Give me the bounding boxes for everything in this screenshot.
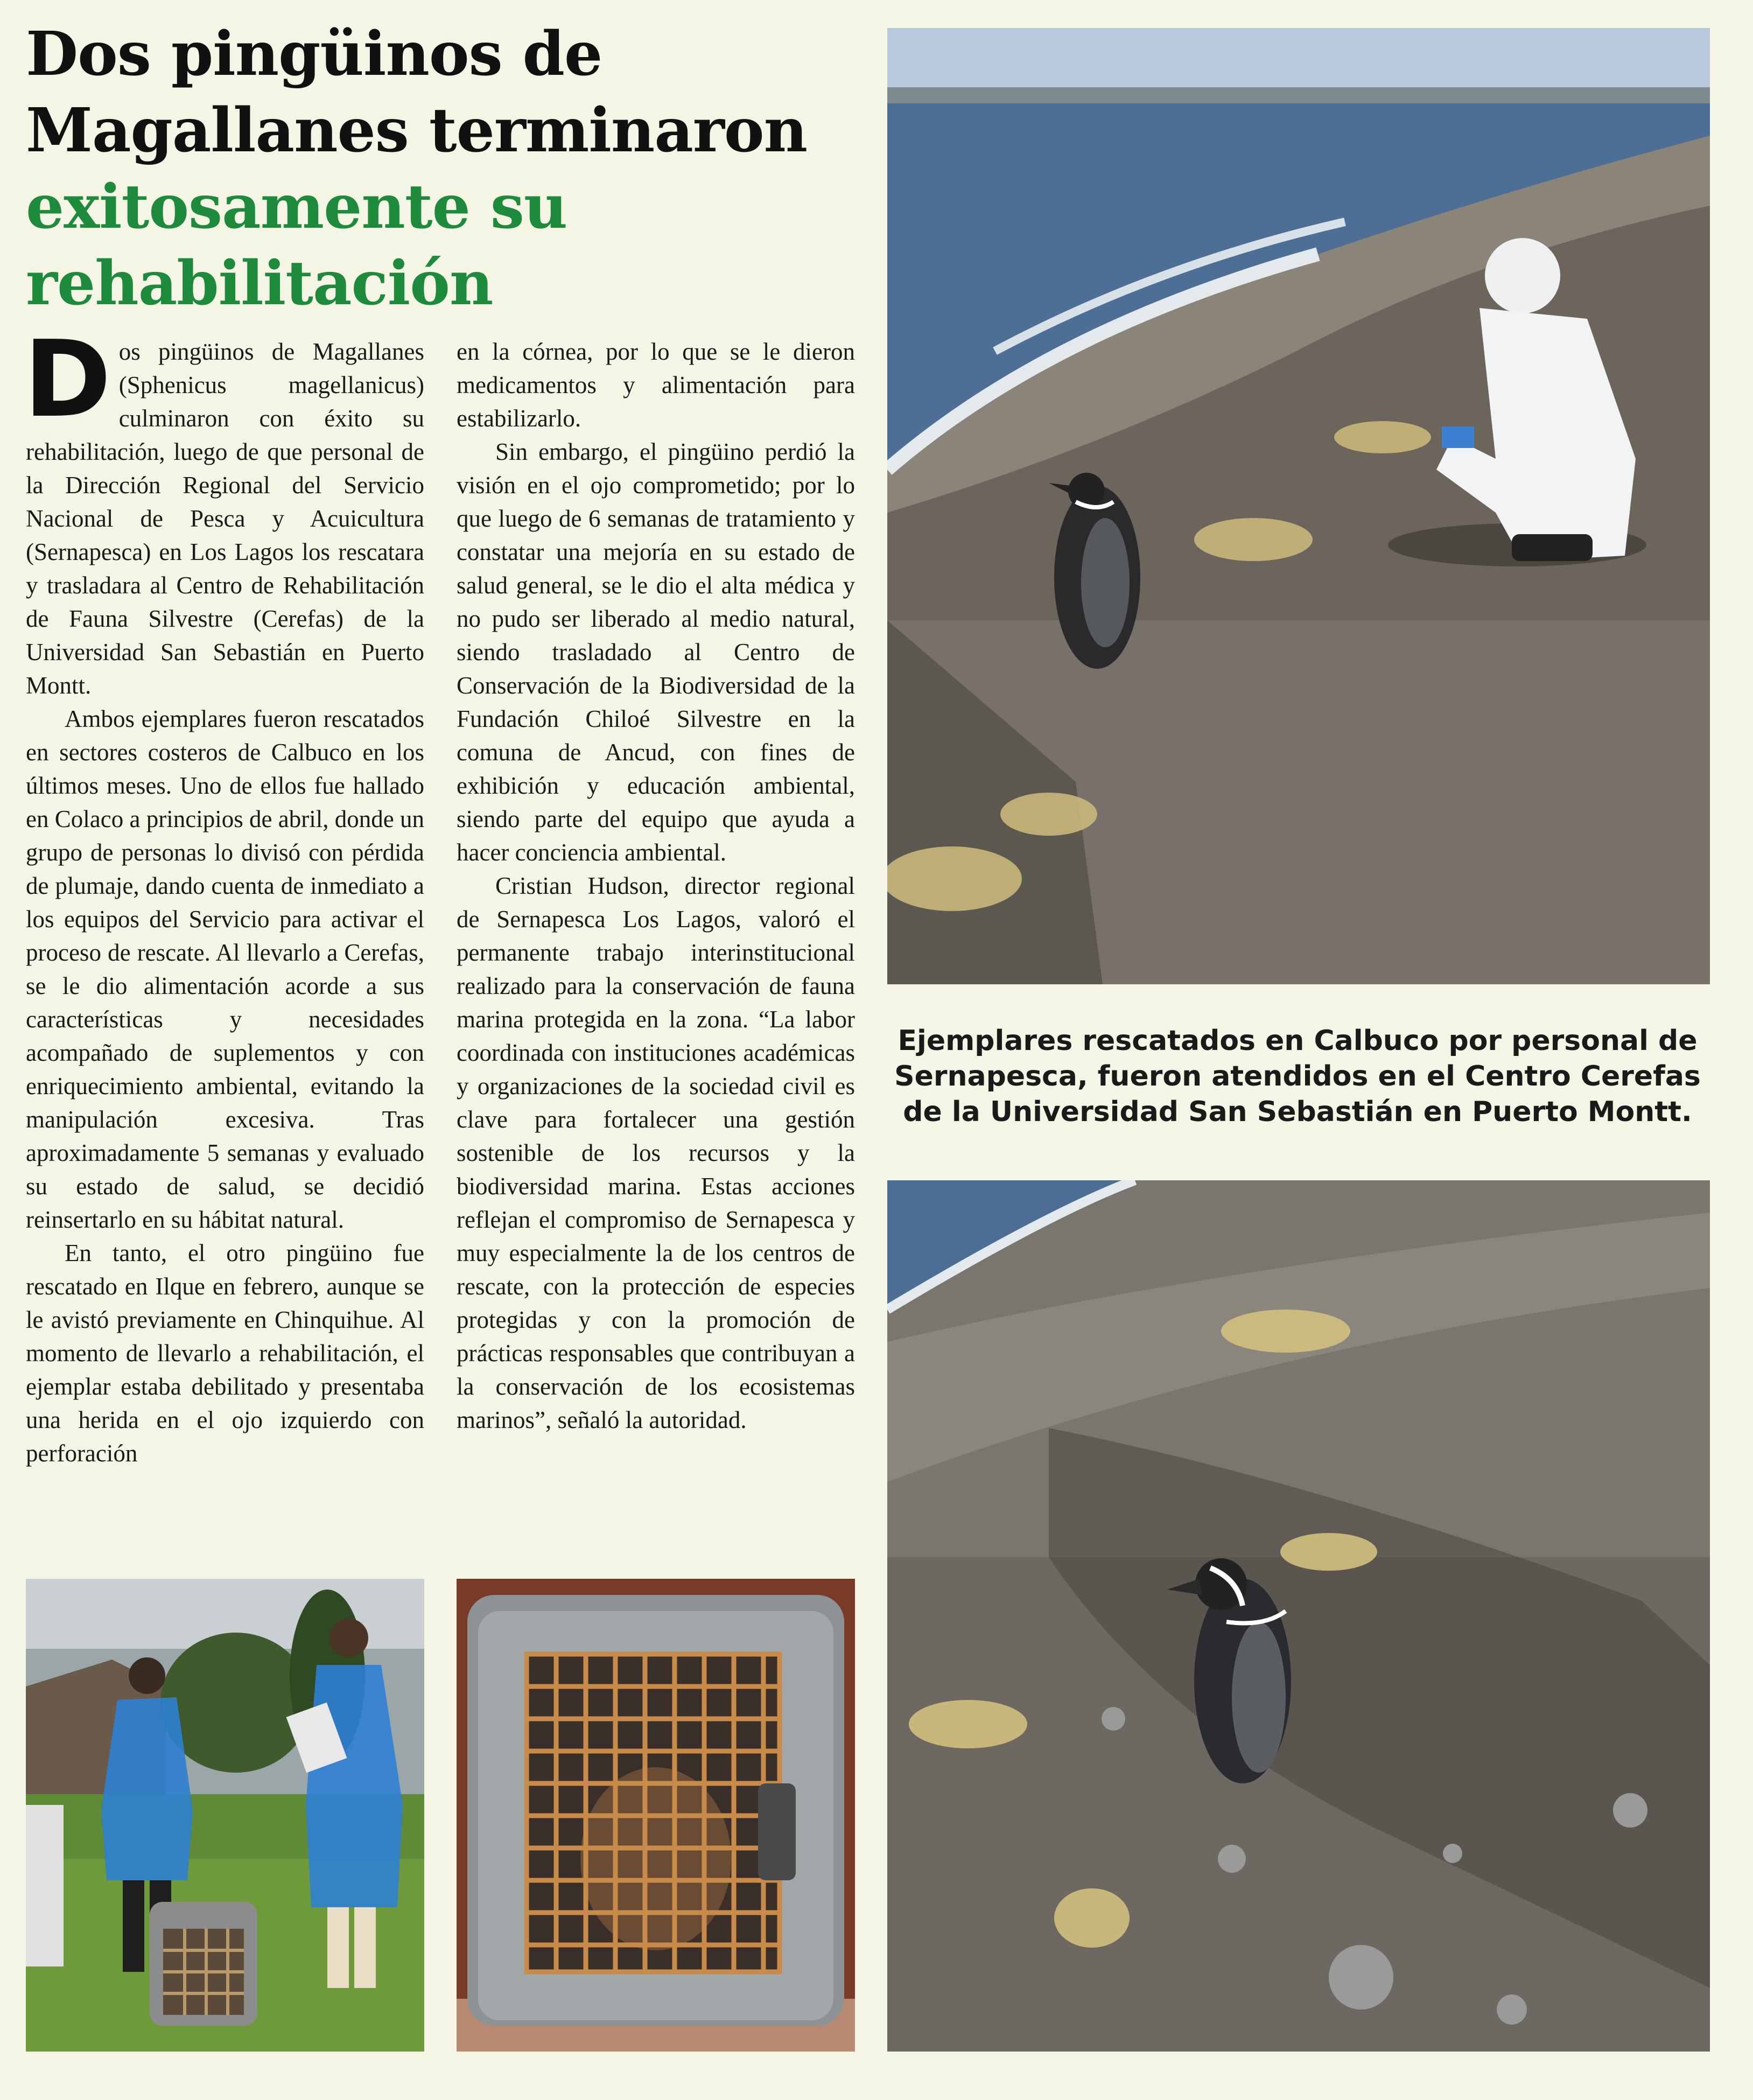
headline-line-2: Magallanes terminaron [26, 95, 808, 166]
photo-caption: Ejemplares rescatados en Calbuco por personal de Sernapesca, fueron atendidos en el Centro Cerefas de la Universidad San Sebastián en Puerto Montt. [894, 1025, 1701, 1128]
photo-carrier-closeup [457, 1579, 855, 2052]
article-column-1 [24, 318, 424, 1470]
headline-line-3: exitosamente su [26, 172, 567, 242]
penguin-on-sand-image [887, 1180, 1710, 2052]
paragraph-1 [24, 318, 424, 702]
paragraph-3: En tanto, el otro pingüino fue rescatado en Ilque en febrero, aunque se le avistó previamente en Chinquihue. Al momento de llevarlo a rehabilitación, el ejemplar estaba debilitado y presentaba una herida en el ojo izquierdo con perforación [26, 1240, 424, 1467]
drop-cap: D [24, 318, 111, 441]
paragraph-5: Cristian Hudson, director regional de Sernapesca Los Lagos, valoró el permanente trabajo interinstitucional realizado para la conservación de fauna marina protegida en la zona. “La labor coordinada con instituciones académicas y organizaciones de la sociedad civil es clave para fortalecer una gestión sostenible de los recursos y la biodiversidad marina. Estas acciones reflejan el compromiso de Sernapesca y muy especialmente la de los centros de rescate, con la protección de especies protegidas y con la promoción de prácticas responsables que contribuyan a la conservación de los ecosistemas marinos”, señaló la autoridad. [457, 872, 855, 1433]
headline-line-1: Dos pingüinos de [26, 19, 602, 89]
photo-rescuers-with-carrier [26, 1579, 424, 2052]
headline-line-4: rehabilitación [26, 248, 493, 319]
photo-release-shore [887, 28, 1710, 984]
carrier-closeup-image [457, 1579, 855, 2052]
paragraph-4: Sin embargo, el pingüino perdió la visión en el ojo comprometido; por lo que luego de 6 semanas de tratamiento y constatar una mejoría en su estado de salud general, se le dio el alta médica y no pudo ser liberado al medio natural, siendo trasladado al Centro de Conservación de la Biodiversidad de la Fundación Chiloé Silvestre en la comuna de Ancud, con fines de exhibición y educación ambiental, siendo parte del equipo que ayuda a hacer conciencia ambiental. [457, 438, 855, 866]
article-column-2 [457, 335, 855, 1437]
paragraph-1-text: os pingüinos de Magallanes (Sphenicus magellanicus) culminaron con éxito su rehabilitación, luego de que personal de la Dirección Regional del Servicio Nacional de Pesca y Acuicultura (Sernapesca) en Los Lagos los rescatara y trasladara al Centro de Rehabilitación de Fauna Silvestre (Cerefas) de la Universidad San Sebastián en Puerto Montt. [26, 338, 424, 699]
photo-penguin-on-sand [887, 1180, 1710, 2052]
headline [26, 16, 866, 322]
release-shore-image [887, 28, 1710, 984]
rescuers-with-carrier-image [26, 1579, 424, 2052]
paragraph-2: Ambos ejemplares fueron rescatados en sectores costeros de Calbuco en los últimos meses. Uno de ellos fue hallado en Colaco a principios de abril, donde un grupo de personas lo divisó con pérdida de plumaje, dando cuenta de inmediato a los equipos del Servicio para activar el proceso de rescate. Al llevarlo a Cerefas, se le dio alimentación acorde a sus características y necesidades acompañado de suplementos y con enriquecimiento ambiental, evitando la manipulación excesiva. Tras aproximadamente 5 semanas y evaluado su estado de salud, se decidió reinsertarlo en su hábitat natural. [26, 705, 424, 1233]
paragraph-3-continued: en la córnea, por lo que se le dieron medicamentos y alimentación para estabilizarlo. [457, 338, 855, 432]
